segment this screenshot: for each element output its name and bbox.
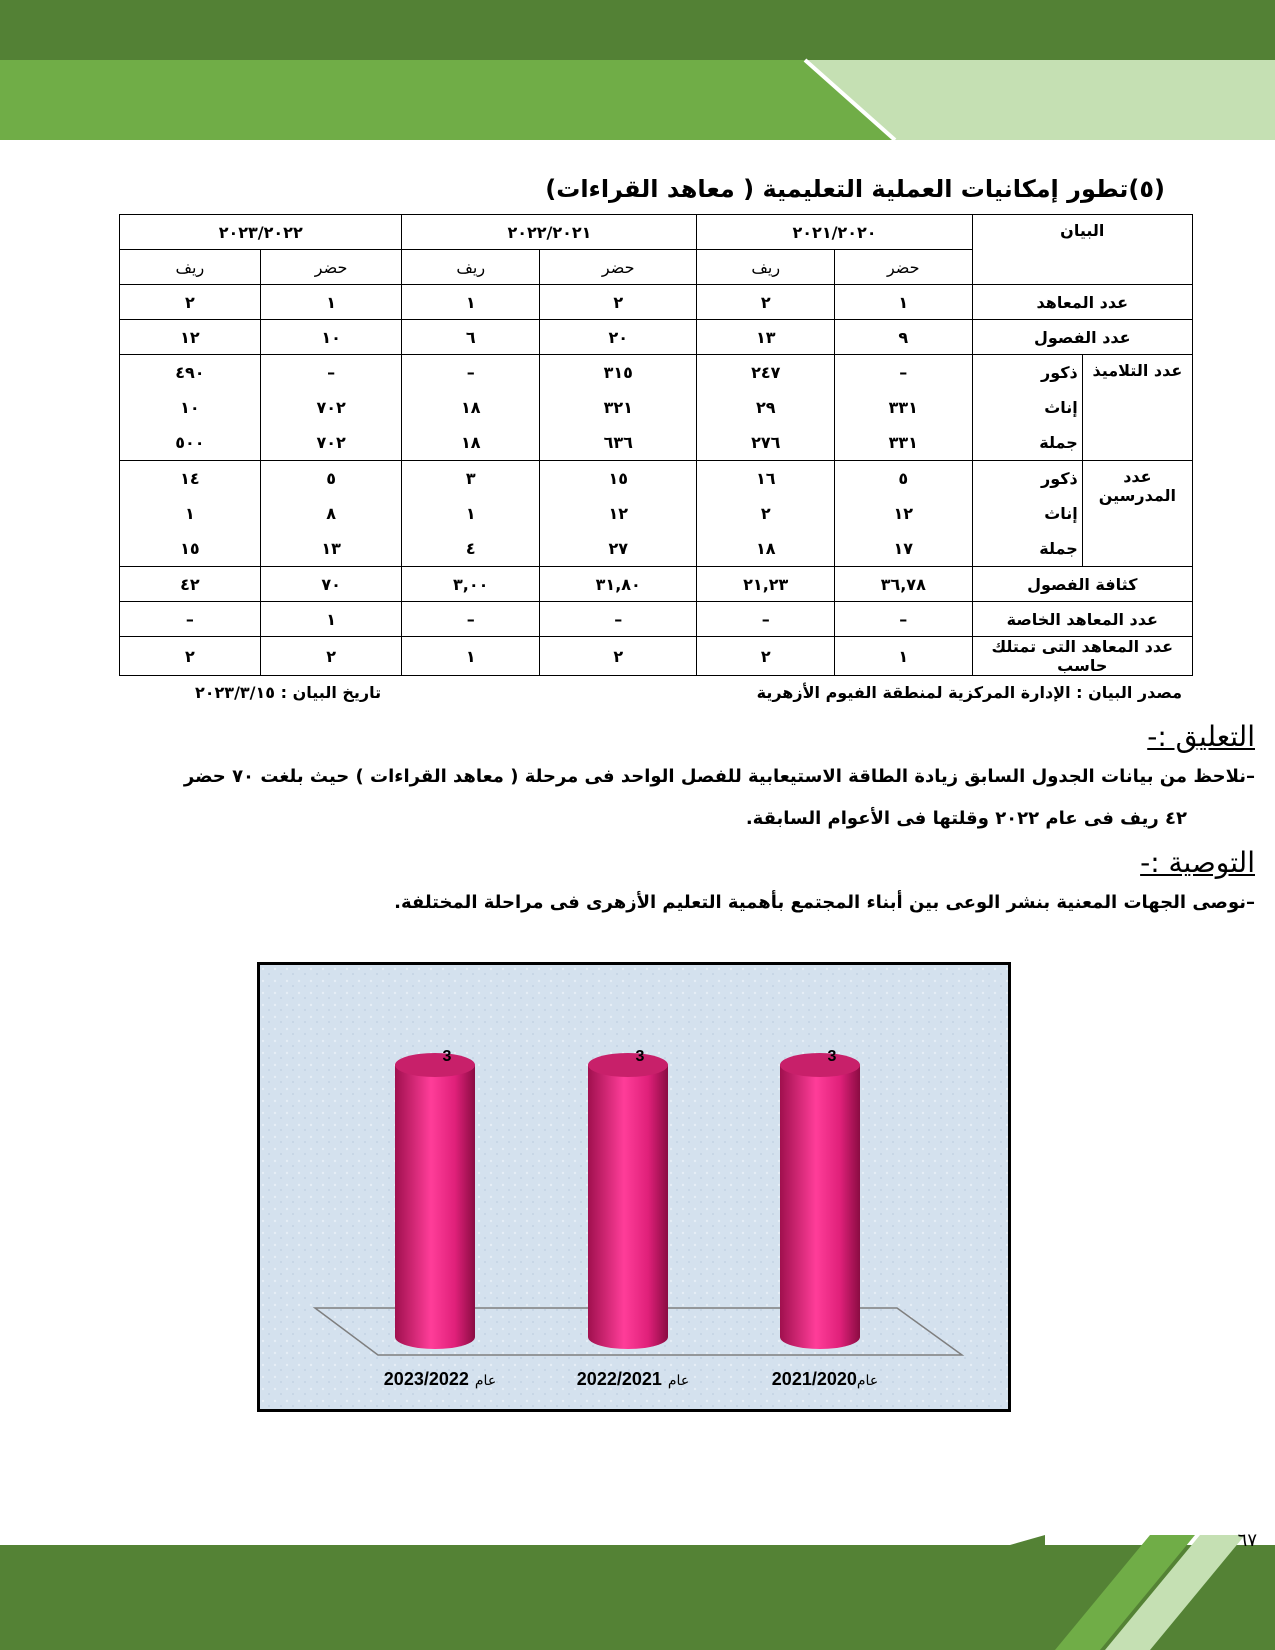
table-cell: ١٣: [697, 320, 835, 355]
table-cell: ٣: [465, 469, 476, 488]
table-row-classes: [120, 320, 1193, 355]
table-cell: ٧٠٢: [316, 398, 346, 417]
table-cell: ٣١,٨٠: [539, 567, 696, 602]
table-cell: ١: [184, 504, 195, 523]
year-header: ٢٠٢٢/٢٠٢١: [402, 215, 697, 250]
table-row-computers: [120, 637, 1193, 676]
chart-frame: [257, 962, 1011, 1412]
page-number: ٦٧: [1237, 1530, 1257, 1551]
table-cell: ١٥: [180, 539, 200, 558]
year-header: ٢٠٢١/٢٠٢٠: [697, 215, 972, 250]
table-cell-stack: [835, 461, 973, 567]
table-cell: ٢: [760, 504, 771, 523]
data-date: تاريخ البيان : ٢٠٢٣/٣/١٥: [195, 683, 382, 702]
table-cell: ٢٠: [539, 320, 696, 355]
sub-label: إناث: [1044, 504, 1078, 523]
sub-label: جملة: [1039, 539, 1078, 558]
table-cell: ١: [402, 285, 540, 320]
urban-header: حضر: [539, 250, 696, 285]
bar-value-label: 3: [635, 1048, 645, 1065]
table-cell: ١٤: [180, 469, 200, 488]
table-cell: ١٨: [460, 398, 481, 417]
table-cell-stack: [260, 355, 402, 461]
chart-bar: [395, 1053, 475, 1349]
urban-header: حضر: [835, 250, 973, 285]
teachers-label: عدد المدرسين: [1098, 467, 1177, 505]
table-cell-stack: [539, 355, 696, 461]
table-cell: ١٠: [260, 320, 402, 355]
table-cell: –: [327, 363, 336, 382]
table-cell: ١٣: [321, 539, 341, 558]
header-decoration: [0, 0, 1275, 140]
chart-plot: [260, 965, 1008, 1409]
table-cell: ٣٢١: [603, 398, 633, 417]
table-cell-stack: [402, 461, 540, 567]
table-cell: ١٥: [608, 469, 628, 488]
table-cell: ١٨: [755, 539, 776, 558]
comment-text-line1: –نلاحظ من بيانات الجدول السابق زيادة الطاقة الاستيعابية للفصل الواحد فى مرحلة ( معاهد القراءات ) حيث بلغت ٧٠ حضر: [183, 766, 1255, 787]
sub-label: ذكور: [1041, 469, 1078, 488]
bar-value-label: 3: [827, 1048, 837, 1065]
header-label: البيان: [1060, 221, 1105, 240]
table-cell: ٢: [260, 637, 402, 676]
table-cell: ٢: [539, 285, 696, 320]
rural-header: ريف: [120, 250, 261, 285]
table-cell: ٢: [539, 637, 696, 676]
table-cell-stack: [835, 355, 973, 461]
table-row-density: [120, 567, 1193, 602]
recommendation-heading: التوصية :-: [1140, 846, 1255, 879]
bar-body: [395, 1065, 475, 1349]
bar-top: [780, 1053, 860, 1077]
bar-top: [588, 1053, 668, 1077]
sub-label: إناث: [1044, 398, 1078, 417]
rural-header: ريف: [697, 250, 835, 285]
comment-text-line2: ٤٢ ريف فى عام ٢٠٢٢ وقلتها فى الأعوام السابقة.: [745, 808, 1187, 829]
students-label: عدد التلاميذ: [1092, 361, 1183, 380]
table-cell: ٥: [898, 469, 909, 488]
year-header: ٢٠٢٣/٢٠٢٢: [120, 215, 402, 250]
table-cell-stack: [697, 355, 835, 461]
table-cell: –: [835, 602, 973, 637]
table-cell: ٧٠: [260, 567, 402, 602]
table-cell: ٢: [697, 637, 835, 676]
urban-header: حضر: [260, 250, 402, 285]
data-source: مصدر البيان : الإدارة المركزية لمنطقة الفيوم الأزهرية: [756, 683, 1182, 702]
table-cell: ٥٠٠: [175, 433, 205, 452]
sub-label: جملة: [1039, 433, 1078, 452]
footer-decoration: [0, 1530, 1275, 1650]
table-cell: ٢٩: [755, 398, 776, 417]
table-cell: ١: [465, 504, 476, 523]
table-row-institutes: [120, 285, 1193, 320]
table-cell: ٢: [697, 285, 835, 320]
table-cell: –: [539, 602, 696, 637]
table-cell: –: [120, 602, 261, 637]
table-cell: ١٦: [755, 469, 776, 488]
table-cell: –: [402, 602, 540, 637]
table-cell: ١٨: [460, 433, 481, 452]
table-cell-stack: [120, 355, 261, 461]
table-cell: ٢: [120, 637, 261, 676]
table-cell-stack: [402, 355, 540, 461]
table-cell: ٢٧: [608, 539, 628, 558]
category-label: 2023/2022 عام: [383, 1369, 497, 1389]
row-label: عدد المعاهد: [972, 285, 1192, 320]
category-label: 2021/2020عام: [771, 1369, 879, 1389]
table-cell-stack: [260, 461, 402, 567]
table-cell: ٤٩٠: [175, 363, 205, 382]
table-cell: –: [899, 363, 908, 382]
table-cell: ٨: [326, 504, 336, 523]
table-cell: ٤: [465, 539, 476, 558]
section-title: (٥)تطور إمكانيات العملية التعليمية ( معاهد القراءات): [545, 175, 1165, 203]
row-label: كثافة الفصول: [972, 567, 1192, 602]
sub-label: ذكور: [1041, 363, 1078, 382]
table-cell: ٢٤٧: [751, 363, 781, 382]
statistics-table: [119, 214, 1193, 676]
bar-body: [780, 1065, 860, 1349]
bar-top: [395, 1053, 475, 1077]
table-row-students: [120, 355, 1193, 461]
table-cell: ١: [260, 602, 402, 637]
table-cell: ٤٢: [120, 567, 261, 602]
sub-labels: [972, 461, 1082, 567]
table-cell: ١: [260, 285, 402, 320]
table-cell: ٢: [120, 285, 261, 320]
chart-bar: [588, 1053, 668, 1349]
chart-bar: [780, 1053, 860, 1349]
row-label: عدد الفصول: [972, 320, 1192, 355]
table-cell: ١٢: [893, 504, 914, 523]
recommendation-text: –نوصى الجهات المعنية بنشر الوعى بين أبناء المجتمع بأهمية التعليم الأزهرى فى مراحلة المختلفة.: [394, 892, 1255, 913]
bar-body: [588, 1065, 668, 1349]
table-cell: ١٠: [180, 398, 200, 417]
table-cell: ٣,٠٠: [402, 567, 540, 602]
sub-labels: [972, 355, 1082, 461]
table-cell: ٣١٥: [603, 363, 633, 382]
table-cell: ١: [835, 637, 973, 676]
comment-heading: التعليق :-: [1147, 720, 1255, 753]
rural-header: ريف: [402, 250, 540, 285]
table-cell: ٦: [402, 320, 540, 355]
row-label: [1082, 461, 1192, 567]
bar-value-label: 3: [442, 1048, 452, 1065]
table-cell: ٣٣١: [888, 433, 918, 452]
row-label: [1082, 355, 1192, 461]
table-cell: ٧٠٢: [316, 433, 346, 452]
category-label: 2022/2021 عام: [576, 1369, 690, 1389]
table-cell: ٦٣٦: [603, 433, 633, 452]
table-cell: ٣٦,٧٨: [835, 567, 973, 602]
table-cell: ١٢: [120, 320, 261, 355]
table-cell: ١٢: [608, 504, 628, 523]
table-row-teachers: [120, 461, 1193, 567]
table-cell-stack: [120, 461, 261, 567]
table-cell: ٥: [326, 469, 336, 488]
table-cell: ١: [835, 285, 973, 320]
table-cell: ٩: [835, 320, 973, 355]
row-label: عدد المعاهد الخاصة: [972, 602, 1192, 637]
header-light-wedge: [805, 60, 1275, 140]
table-cell: ٣٣١: [888, 398, 918, 417]
table-cell: ١: [402, 637, 540, 676]
header-label-cell: [972, 215, 1192, 285]
table-cell: ٢٧٦: [751, 433, 781, 452]
table-cell: –: [466, 363, 475, 382]
table-row-private: [120, 602, 1193, 637]
table-cell: ٢١,٢٣: [697, 567, 835, 602]
row-label: عدد المعاهد التى تمتلك حاسب: [972, 637, 1192, 676]
table-cell: –: [697, 602, 835, 637]
table-cell: ١٧: [893, 539, 914, 558]
table-cell-stack: [697, 461, 835, 567]
table-cell-stack: [539, 461, 696, 567]
